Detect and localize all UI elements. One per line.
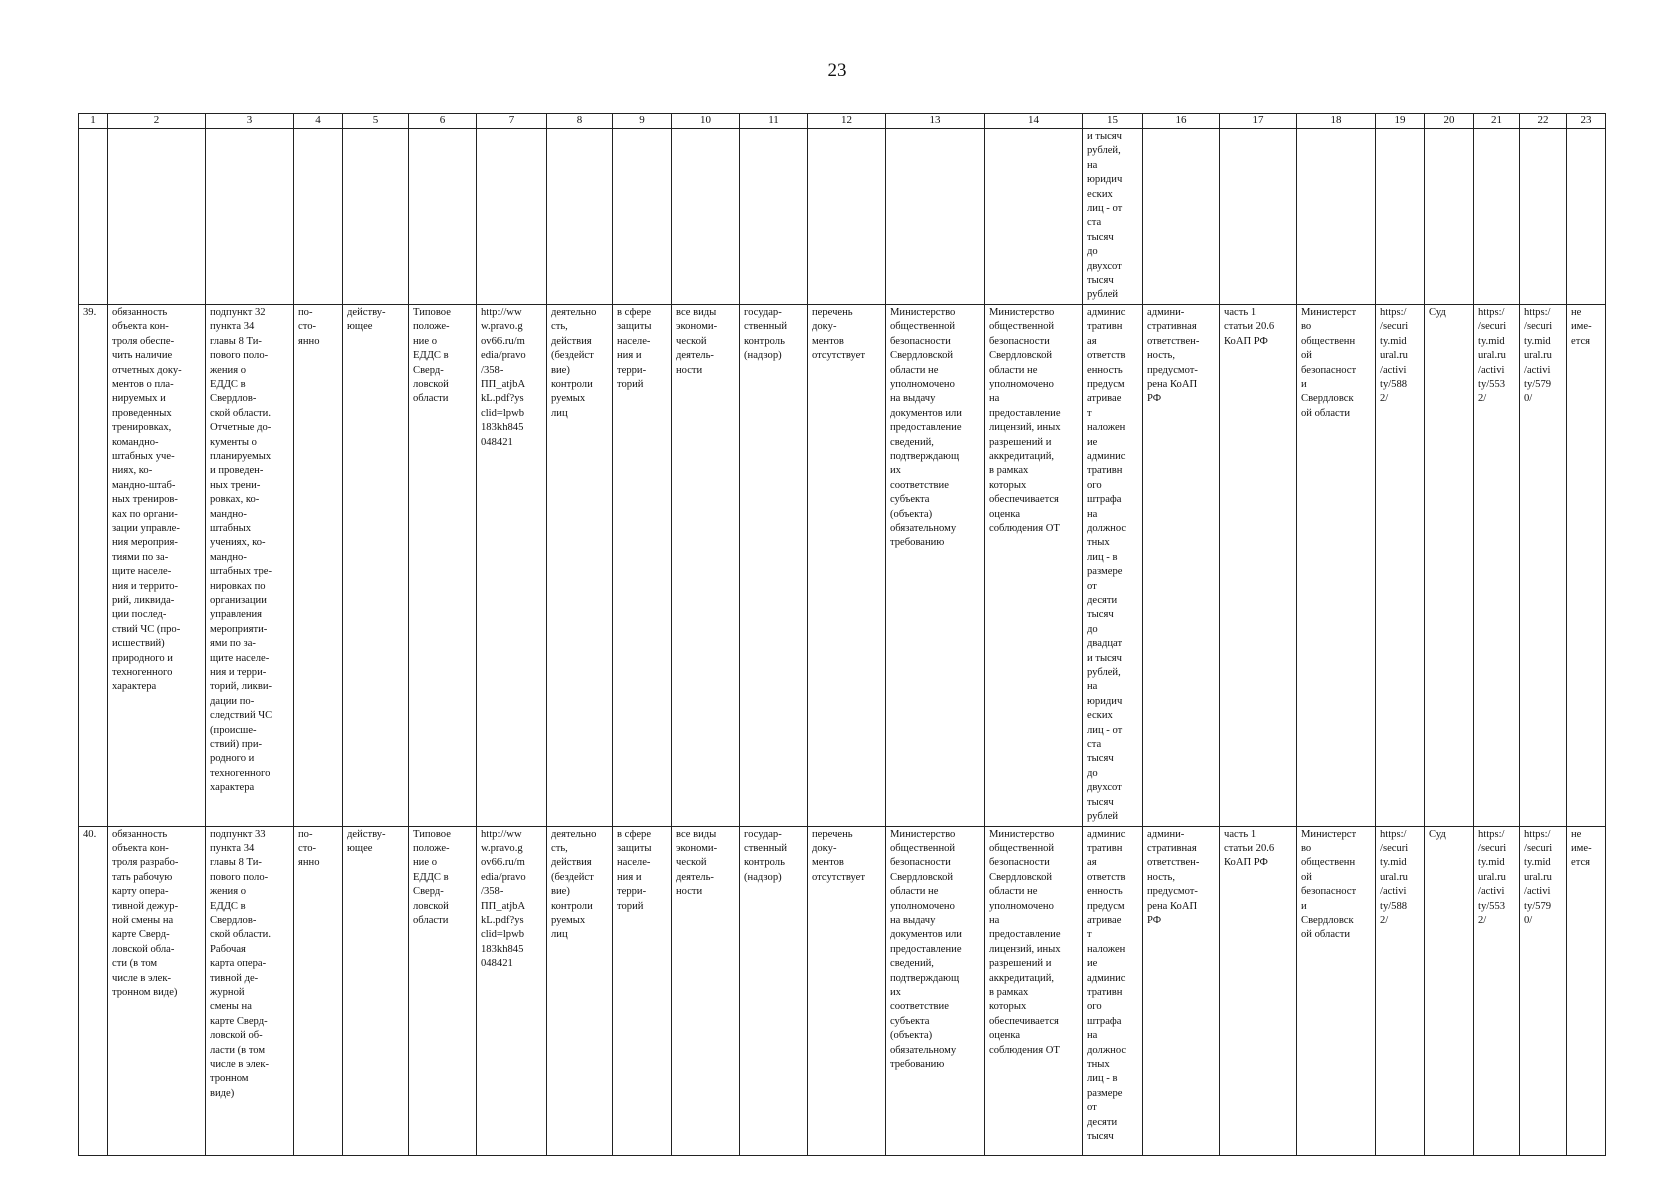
table-cell: https:/ /securi ty.mid ural.ru /activi ty/579 0/ — [1520, 826, 1567, 1155]
table-cell: http://ww w.pravo.g ov66.ru/m edia/pravo /358- ПП_atjbA kL.pdf?ys clid=lpwb 183kh845 048421 — [477, 826, 547, 1155]
table-cell: не име- ется — [1567, 826, 1606, 1155]
table-cell — [1220, 129, 1297, 305]
column-number: 15 — [1083, 114, 1143, 129]
table-row — [79, 826, 1606, 1155]
table-cell: Министерст во общественн ой безопасност и Свердловск ой области — [1297, 304, 1376, 826]
table-cell: по- сто- янно — [294, 826, 343, 1155]
column-number: 18 — [1297, 114, 1376, 129]
table-cell — [477, 129, 547, 305]
column-number: 1 — [79, 114, 108, 129]
column-number: 13 — [886, 114, 985, 129]
column-number: 3 — [206, 114, 294, 129]
table-cell: Типовое положе- ние о ЕДДС в Сверд- ловской области — [409, 304, 477, 826]
row-number: 40. — [79, 826, 108, 1155]
column-number: 4 — [294, 114, 343, 129]
table-cell: все виды экономи- ческой деятель- ности — [672, 304, 740, 826]
table-cell: Министерство общественной безопасности Свердловской области не уполномочено на предоставление лицензий, иных разрешений и аккредитаций, в рамках которых обеспечивается оценка соблюдения ОТ — [985, 826, 1083, 1155]
column-number: 17 — [1220, 114, 1297, 129]
table-cell — [1297, 129, 1376, 305]
table-cell: https:/ /securi ty.mid ural.ru /activi ty/579 0/ — [1520, 304, 1567, 826]
table-cell: государ- ственный контроль (надзор) — [740, 304, 808, 826]
column-number: 6 — [409, 114, 477, 129]
table-cell — [985, 129, 1083, 305]
table-cell — [1567, 129, 1606, 305]
table-cell: деятельно сть, действия (бездейст вие) контроли руемых лиц — [547, 826, 613, 1155]
table-cell — [1425, 129, 1474, 305]
column-number: 23 — [1567, 114, 1606, 129]
table-cell: и тысяч рублей, на юридич еских лиц - от ста тысяч до двухсот тысяч рублей — [1083, 129, 1143, 305]
table-cell: перечень доку- ментов отсутствует — [808, 826, 886, 1155]
table-cell — [1143, 129, 1220, 305]
table-cell — [79, 129, 108, 305]
table-cell: админис тративн ая ответств енность предусм атривае т наложен ие админис тративн ого штрафа на должнос тных лиц - в размере от десяти тысяч до двадцат и тысяч рублей, на юридич еских лиц - от ста тысяч до двухсот тысяч рублей — [1083, 304, 1143, 826]
row-number: 39. — [79, 304, 108, 826]
column-number-row — [79, 114, 1606, 129]
table-cell: в сфере защиты населе- ния и терри- торий — [613, 826, 672, 1155]
table-cell: действу- ющее — [343, 304, 409, 826]
table-cell: Суд — [1425, 304, 1474, 826]
column-number: 7 — [477, 114, 547, 129]
column-number: 2 — [108, 114, 206, 129]
page-number: 23 — [827, 60, 847, 81]
table-cell: Министерст во общественн ой безопасност и Свердловск ой области — [1297, 826, 1376, 1155]
table-cell: часть 1 статьи 20.6 КоАП РФ — [1220, 826, 1297, 1155]
column-number: 12 — [808, 114, 886, 129]
table-cell: админи- стративная ответствен- ность, предусмот- рена КоАП РФ — [1143, 304, 1220, 826]
table-cell: действу- ющее — [343, 826, 409, 1155]
table-cell: Суд — [1425, 826, 1474, 1155]
table-cell: по- сто- янно — [294, 304, 343, 826]
column-number: 20 — [1425, 114, 1474, 129]
table-cell — [343, 129, 409, 305]
table-cell: http://ww w.pravo.g ov66.ru/m edia/pravo /358- ПП_atjbA kL.pdf?ys clid=lpwb 183kh845 048421 — [477, 304, 547, 826]
column-number: 5 — [343, 114, 409, 129]
table-cell — [547, 129, 613, 305]
table-cell: админис тративн ая ответств енность предусм атривае т наложен ие админис тративн ого штрафа на должнос тных лиц - в размере от десяти тысяч — [1083, 826, 1143, 1155]
table-row — [79, 129, 1606, 305]
table-cell: в сфере защиты населе- ния и терри- торий — [613, 304, 672, 826]
column-number: 16 — [1143, 114, 1220, 129]
table-cell — [1520, 129, 1567, 305]
table-cell: часть 1 статьи 20.6 КоАП РФ — [1220, 304, 1297, 826]
table-cell: Типовое положе- ние о ЕДДС в Сверд- ловской области — [409, 826, 477, 1155]
table-cell: админи- стративная ответствен- ность, предусмот- рена КоАП РФ — [1143, 826, 1220, 1155]
table-cell — [206, 129, 294, 305]
requirements-table — [78, 113, 1606, 1156]
table-cell — [1474, 129, 1520, 305]
table-cell — [294, 129, 343, 305]
table-cell: перечень доку- ментов отсутствует — [808, 304, 886, 826]
column-number: 19 — [1376, 114, 1425, 129]
table-cell — [1376, 129, 1425, 305]
table-cell: обязанность объекта кон- троля разрабо- тать рабочую карту опера- тивной дежур- ной смены на карте Сверд- ловской обла- сти (в том числе в элек- тронном виде) — [108, 826, 206, 1155]
column-number: 8 — [547, 114, 613, 129]
table-cell: https:/ /securi ty.mid ural.ru /activi ty/553 2/ — [1474, 304, 1520, 826]
column-number: 9 — [613, 114, 672, 129]
table-cell — [672, 129, 740, 305]
table-cell — [740, 129, 808, 305]
table-cell: подпункт 32 пункта 34 главы 8 Ти- пового поло- жения о ЕДДС в Свердлов- ской области. Отчетные до- кументы о планируемых и проведен- ных трени- ровках, ко- мандно- штабных учениях, ко- мандно- штабных тре- нировках по организации управления мероприяти- ями по за- щите населе- ния и терри- торий, ликви- дации по- следствий ЧС (происше- ствий) при- родного и техногенного характера — [206, 304, 294, 826]
table-row — [79, 304, 1606, 826]
table-cell: не име- ется — [1567, 304, 1606, 826]
table-cell: обязанность объекта кон- троля обеспе- чить наличие отчетных доку- ментов о пла- нируемых и проведенных тренировках, командно- штабных уче- ниях, ко- мандно-штаб- ных трениров- ках по органи- зации управле- ния мероприя- тиями по за- щите населе- ния и террито- рий, ликвида- ции послед- ствий ЧС (про- исшествий) природного и техногенного характера — [108, 304, 206, 826]
table-cell — [409, 129, 477, 305]
table-cell — [108, 129, 206, 305]
table-cell: https:/ /securi ty.mid ural.ru /activi ty/588 2/ — [1376, 826, 1425, 1155]
table-cell: Министерство общественной безопасности Свердловской области не уполномочено на выдачу документов или предоставление сведений, подтверждающ их соответствие субъекта (объекта) обязательному требованию — [886, 304, 985, 826]
column-number: 21 — [1474, 114, 1520, 129]
column-number: 10 — [672, 114, 740, 129]
table-cell: Министерство общественной безопасности Свердловской области не уполномочено на выдачу документов или предоставление сведений, подтверждающ их соответствие субъекта (объекта) обязательному требованию — [886, 826, 985, 1155]
table-cell: https:/ /securi ty.mid ural.ru /activi ty/588 2/ — [1376, 304, 1425, 826]
table-cell — [886, 129, 985, 305]
column-number: 11 — [740, 114, 808, 129]
column-number: 14 — [985, 114, 1083, 129]
table-cell: деятельно сть, действия (бездейст вие) контроли руемых лиц — [547, 304, 613, 826]
table-cell: Министерство общественной безопасности Свердловской области не уполномочено на предоставление лицензий, иных разрешений и аккредитаций, в рамках которых обеспечивается оценка соблюдения ОТ — [985, 304, 1083, 826]
table-cell: все виды экономи- ческой деятель- ности — [672, 826, 740, 1155]
column-number: 22 — [1520, 114, 1567, 129]
table-cell — [613, 129, 672, 305]
table-cell: государ- ственный контроль (надзор) — [740, 826, 808, 1155]
table-cell: подпункт 33 пункта 34 главы 8 Ти- пового поло- жения о ЕДДС в Свердлов- ской области. Рабочая карта опера- тивной де- журной смены на карте Сверд- ловской об- ласти (в том числе в элек- тронном виде) — [206, 826, 294, 1155]
table-cell — [808, 129, 886, 305]
table-cell: https:/ /securi ty.mid ural.ru /activi ty/553 2/ — [1474, 826, 1520, 1155]
